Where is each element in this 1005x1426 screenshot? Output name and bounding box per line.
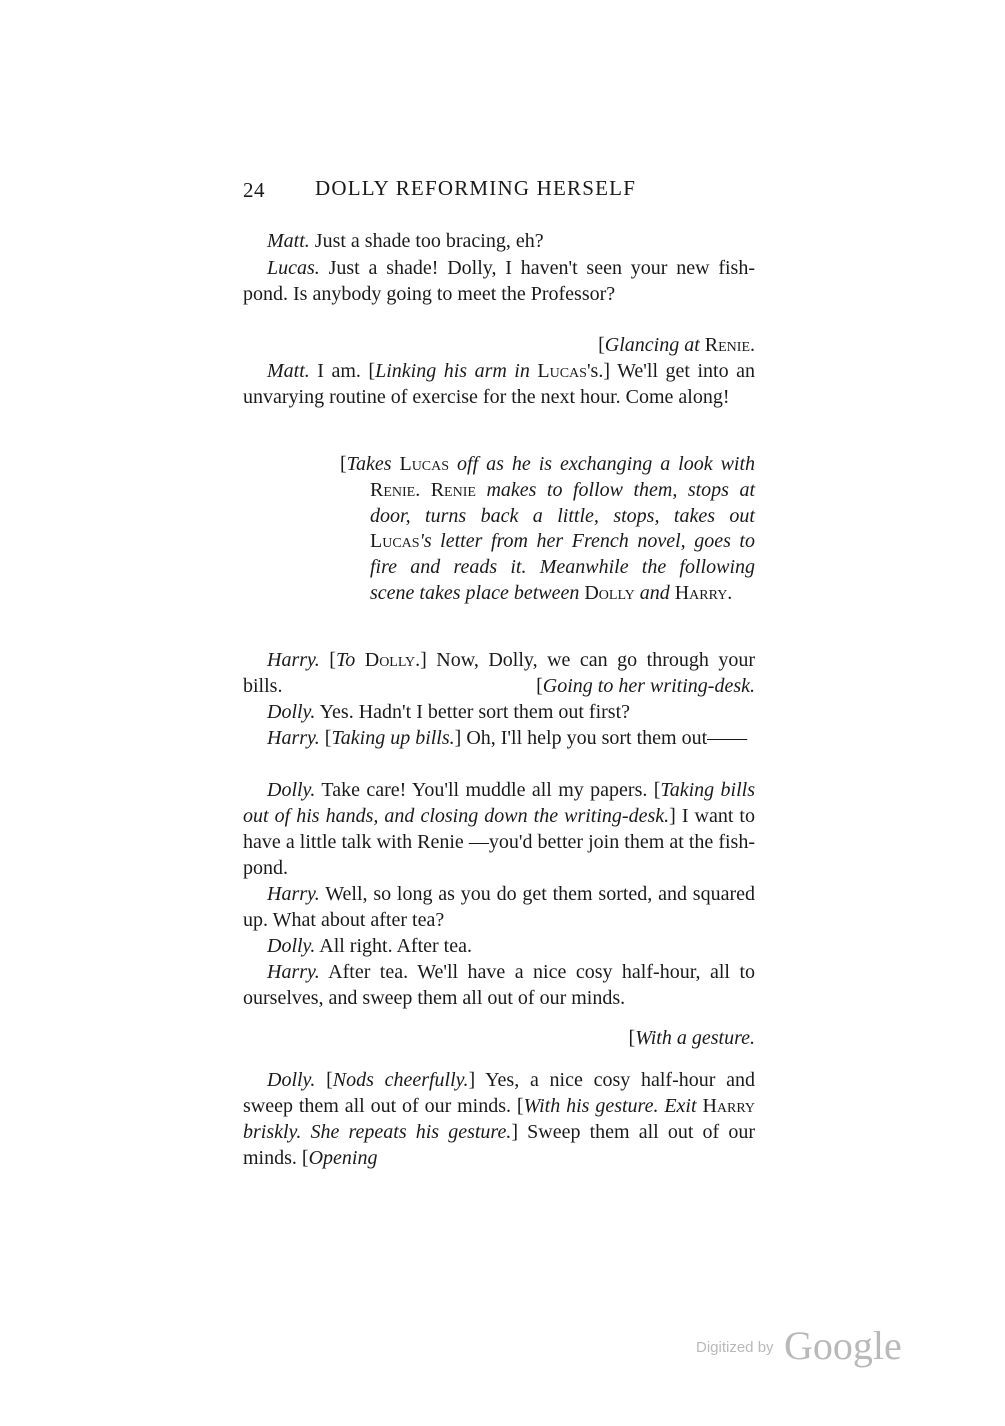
character-name: Renie [430,478,476,501]
speech: Now, Dolly, we can go through your bills. [243,649,756,697]
speech: We'll get into an unvarying routine of exercise for the next hour. Come along! [243,360,755,408]
stage-direction-gesture: [With a gesture. [628,1027,755,1049]
dialogue-harry-1: Harry. [To Dolly.] Now, Dolly, we can go through your bills. [243,649,756,697]
character-name: Renie. [704,334,755,356]
speaker: Dolly. [267,779,316,801]
stage-direction-going: [Going to her writing-desk. [536,675,755,697]
speech: Oh, I'll help you sort them out—— [466,727,748,749]
google-logo: Google [784,1323,902,1368]
dialogue-matt-2: Matt. I am. [Linking his arm in Lucas's.] We'll get into an unvarying routine of exercise for the next hour. Come along! [243,360,755,408]
speech: Well, so long as you do get them sorted, and squared up. What about after tea? [243,883,756,931]
speech: Sweep them all out of our minds. [243,1121,755,1169]
speech: Yes. Hadn't I better sort them out first? [319,701,631,723]
dialogue-dolly-3 [243,933,755,959]
character-name: Renie. [370,478,421,501]
sd-text: Nods cheerfully. [332,1069,469,1091]
dialogue-dolly-4: Dolly. [Nods cheerfully.] Yes, a nice cosy half-hour and sweep them all out of our minds. [With his gesture. Exit Harry briskly. She repeats his gesture.] Sweep them all out of our minds. [Opening [243,1069,756,1169]
speech: I am. [317,360,361,382]
sd-text: 's. [586,360,604,382]
sd-text: briskly. She repeats his gesture. [243,1121,512,1143]
character-name: Dolly [584,581,635,604]
speech: Take care! You'll muddle all my papers. [321,779,648,801]
character-name: Dolly. [364,649,421,671]
character-name: Lucas [370,530,420,553]
speech: All right. After tea. [319,935,472,957]
sd-text: With his gesture. Exit [523,1095,697,1117]
page-header [243,176,755,208]
speaker: Lucas. [267,257,320,279]
character-name: Lucas [537,360,587,382]
speaker: Harry. [267,961,320,983]
sd-text: Going to her writing-desk. [542,675,755,697]
speaker: Dolly. [267,701,316,723]
sd-text: Takes [346,453,392,475]
dialogue-dolly-2: Dolly. Take care! You'll muddle all my papers. [Taking bills out of his hands, and closing down the writing-desk.] I want to have a little talk with Renie —you'd better join them at the fish-pond. [243,779,755,879]
sd-text: Linking his arm in [375,360,530,382]
speaker: Harry. [267,727,320,749]
sd-text: and [639,581,670,604]
sd-text: off as he is exchanging a look with [457,453,756,475]
dialogue-matt-1 [243,228,755,254]
speaker: Dolly. [267,1069,316,1091]
dialogue-harry-3 [243,881,755,933]
dialogue-dolly-1 [243,699,755,725]
dialogue-lucas-1 [243,255,755,307]
stage-direction-block: [Takes Lucas off as he is exchanging a look with Renie. Renie makes to follow them, stops at door, turns back a little, stops, takes out Lucas's letter from her French novel, goes to fire and reads it. Meanwhile the following scene takes place between Dolly and Harry. [340,453,756,604]
dialogue-harry-4 [243,959,755,1011]
speech: After tea. We'll have a nice cosy half-hour, all to ourselves, and sweep them all out of our minds. [243,961,755,1009]
speech: Just a shade! Dolly, I haven't seen your new fish-pond. Is anybody going to meet the Professor? [243,257,756,305]
sd-text: 's letter from her French novel, goes to fire and reads it. Meanwhile the following scene takes place between [370,530,755,604]
sd-text: Glancing at [604,334,700,356]
dialogue-harry-2: Harry. [Taking up bills.] Oh, I'll help you sort them out—— [267,727,748,749]
running-title: DOLLY REFORMING HERSELF [315,176,637,200]
speech: I want to have a little talk with Renie —you'd better join them at the fish-pond. [243,805,755,879]
speaker: Harry. [267,883,320,905]
sd-text: Taking up bills. [331,727,455,749]
page-number: 24 [243,178,265,202]
speech: Just a shade too bracing, eh? [314,230,544,252]
sd-text: makes to follow them, stops at door, turns back a little, stops, takes out [370,478,756,527]
sd-text: With a gesture. [635,1027,755,1049]
character-name: Harry. [674,581,733,604]
character-name: Lucas [399,453,450,475]
watermark-prefix: Digitized by [696,1339,774,1356]
speaker: Harry. [267,649,320,671]
sd-text: Taking bills out of his hands, and closing down the writing-desk. [243,779,755,827]
digitized-by-google-watermark [696,1322,906,1366]
character-name: Harry [702,1095,756,1117]
stage-direction-glancing: [Glancing at Renie. [598,334,755,356]
sd-text: To [335,649,356,671]
speaker: Matt. [267,230,310,252]
speaker: Dolly. [267,935,316,957]
sd-text: Opening [308,1147,378,1169]
speech: Yes, a nice cosy half-hour and sweep them all out of our minds. [243,1069,755,1117]
speaker: Matt. [267,360,310,382]
